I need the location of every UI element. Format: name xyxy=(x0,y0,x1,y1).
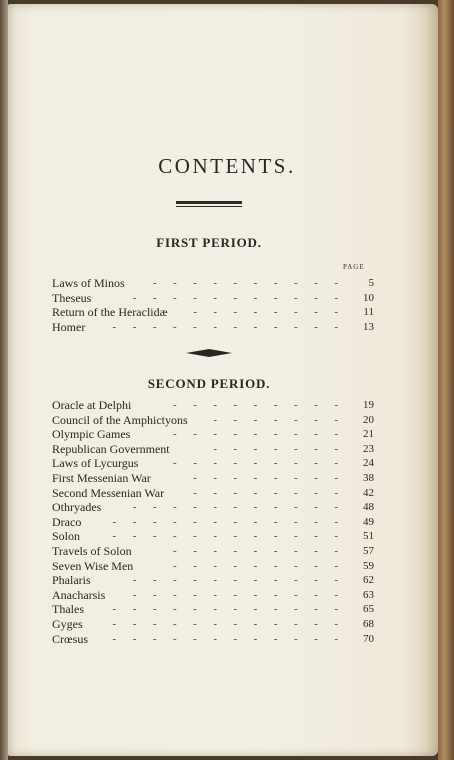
toc-entry-page: 38 xyxy=(363,471,374,484)
dot-leader: - - - - - - - - - xyxy=(173,559,338,572)
toc-entry-page: 70 xyxy=(363,632,374,645)
toc-entry-title: Anacharsis xyxy=(52,587,106,602)
toc-entry-page: 20 xyxy=(363,413,374,426)
toc-entry-title: Draco xyxy=(52,514,82,529)
dot-leader: - - - - - - - - xyxy=(193,486,338,499)
dot-leader: - - - - - - - - - - - - xyxy=(112,320,338,333)
toc-entry-page: 42 xyxy=(363,486,374,499)
page-column-header: PAGE xyxy=(343,263,365,271)
toc-entry-title: Council of the Amphictyons xyxy=(52,412,188,427)
toc-entry-page: 21 xyxy=(363,428,374,441)
toc-entry xyxy=(52,500,374,515)
dot-leader: - - - - - - - - - - - xyxy=(132,291,338,304)
toc-entry-page: 62 xyxy=(363,574,374,587)
toc-entry-page: 11 xyxy=(363,306,374,319)
first-period-list xyxy=(52,276,374,334)
title-rule-thick xyxy=(176,201,242,204)
toc-entry xyxy=(52,573,374,588)
toc-entry xyxy=(52,413,374,428)
toc-entry xyxy=(52,544,374,559)
toc-entry-title: Olympic Games xyxy=(52,427,131,442)
toc-entry-page: 51 xyxy=(363,530,374,543)
dot-leader: - - - - - - - - - - - - xyxy=(112,603,338,616)
toc-entry-page: 59 xyxy=(363,559,374,572)
toc-entry-title: Oracle at Delphi xyxy=(52,398,132,412)
toc-entry-title: Laws of Minos xyxy=(52,276,125,290)
toc-entry xyxy=(52,632,374,647)
toc-entry-title: Seven Wise Men xyxy=(52,558,134,573)
dot-leader: - - - - - - - - - xyxy=(173,457,338,470)
toc-entry-title: Crœsus xyxy=(52,631,89,646)
toc-entry-title: Second Messenian War xyxy=(52,485,165,500)
toc-entry-page: 63 xyxy=(363,588,374,601)
toc-entry xyxy=(52,559,374,574)
toc-entry-page: 48 xyxy=(363,501,374,514)
toc-entry-page: 5 xyxy=(368,277,374,289)
second-period-heading: SECOND PERIOD. xyxy=(147,376,271,391)
dot-leader: - - - - - - - - - - - xyxy=(132,588,338,601)
toc-entry-page: 23 xyxy=(363,442,374,455)
toc-entry xyxy=(52,529,374,544)
ornament-divider-icon xyxy=(186,348,232,358)
dot-leader: - - - - - - - - - - - - xyxy=(112,530,338,543)
toc-entry-title: Return of the Heraclidæ xyxy=(52,305,168,320)
toc-entry xyxy=(52,515,374,530)
toc-entry-page: 68 xyxy=(363,617,374,630)
toc-entry xyxy=(52,398,374,413)
title-rule-thin xyxy=(176,206,242,207)
dot-leader: - - - - - - - xyxy=(213,442,338,455)
dot-leader: - - - - - - - - xyxy=(193,471,338,484)
toc-entry xyxy=(52,456,374,471)
dot-leader: - - - - - - - - - - xyxy=(152,277,338,289)
page-edge xyxy=(438,0,454,760)
toc-entry-page: 65 xyxy=(363,603,374,616)
toc-entry-title: Othryades xyxy=(52,500,102,515)
toc-entry xyxy=(52,602,374,617)
toc-entry xyxy=(52,305,374,320)
toc-entry xyxy=(52,486,374,501)
second-period-list xyxy=(52,398,374,646)
dot-leader: - - - - - - - - - xyxy=(173,544,338,557)
dot-leader: - - - - - - - - - xyxy=(173,399,338,411)
toc-entry xyxy=(52,617,374,632)
toc-entry xyxy=(52,291,374,306)
toc-entry-title: Travels of Solon xyxy=(52,543,132,558)
toc-entry-title: Thales xyxy=(52,602,84,617)
toc-entry-title: First Messenian War xyxy=(52,470,151,485)
toc-entry-title: Gyges xyxy=(52,616,83,631)
first-period-heading: FIRST PERIOD. xyxy=(156,235,262,250)
toc-entry xyxy=(52,320,374,335)
toc-entry-title: Homer xyxy=(52,319,86,334)
toc-entry xyxy=(52,588,374,603)
toc-entry xyxy=(52,471,374,486)
dot-leader: - - - - - - - - - - - xyxy=(132,501,338,514)
dot-leader: - - - - - - - xyxy=(213,413,338,426)
toc-entry xyxy=(52,427,374,442)
toc-entry-title: Republican Government xyxy=(52,441,170,456)
dot-leader: - - - - - - - - - xyxy=(173,428,338,441)
toc-entry-page: 57 xyxy=(363,544,374,557)
toc-entry-title: Theseus xyxy=(52,290,92,305)
dot-leader: - - - - - - - - - - - - xyxy=(112,632,338,645)
toc-entry-page: 19 xyxy=(363,399,374,411)
toc-entry-title: Phalaris xyxy=(52,573,91,588)
toc-entry-title: Laws of Lycurgus xyxy=(52,456,139,471)
toc-entry xyxy=(52,442,374,457)
contents-title: CONTENTS. xyxy=(158,154,296,178)
toc-entry-page: 13 xyxy=(363,320,374,333)
dot-leader: - - - - - - - - xyxy=(193,306,338,319)
toc-entry xyxy=(52,276,374,291)
dot-leader: - - - - - - - - - - - xyxy=(132,574,338,587)
toc-entry-page: 49 xyxy=(363,515,374,528)
toc-entry-title: Solon xyxy=(52,529,81,544)
dot-leader: - - - - - - - - - - - - xyxy=(112,515,338,528)
dot-leader: - - - - - - - - - - - - xyxy=(112,617,338,630)
toc-entry-page: 10 xyxy=(363,291,374,304)
toc-entry-page: 24 xyxy=(363,457,374,470)
